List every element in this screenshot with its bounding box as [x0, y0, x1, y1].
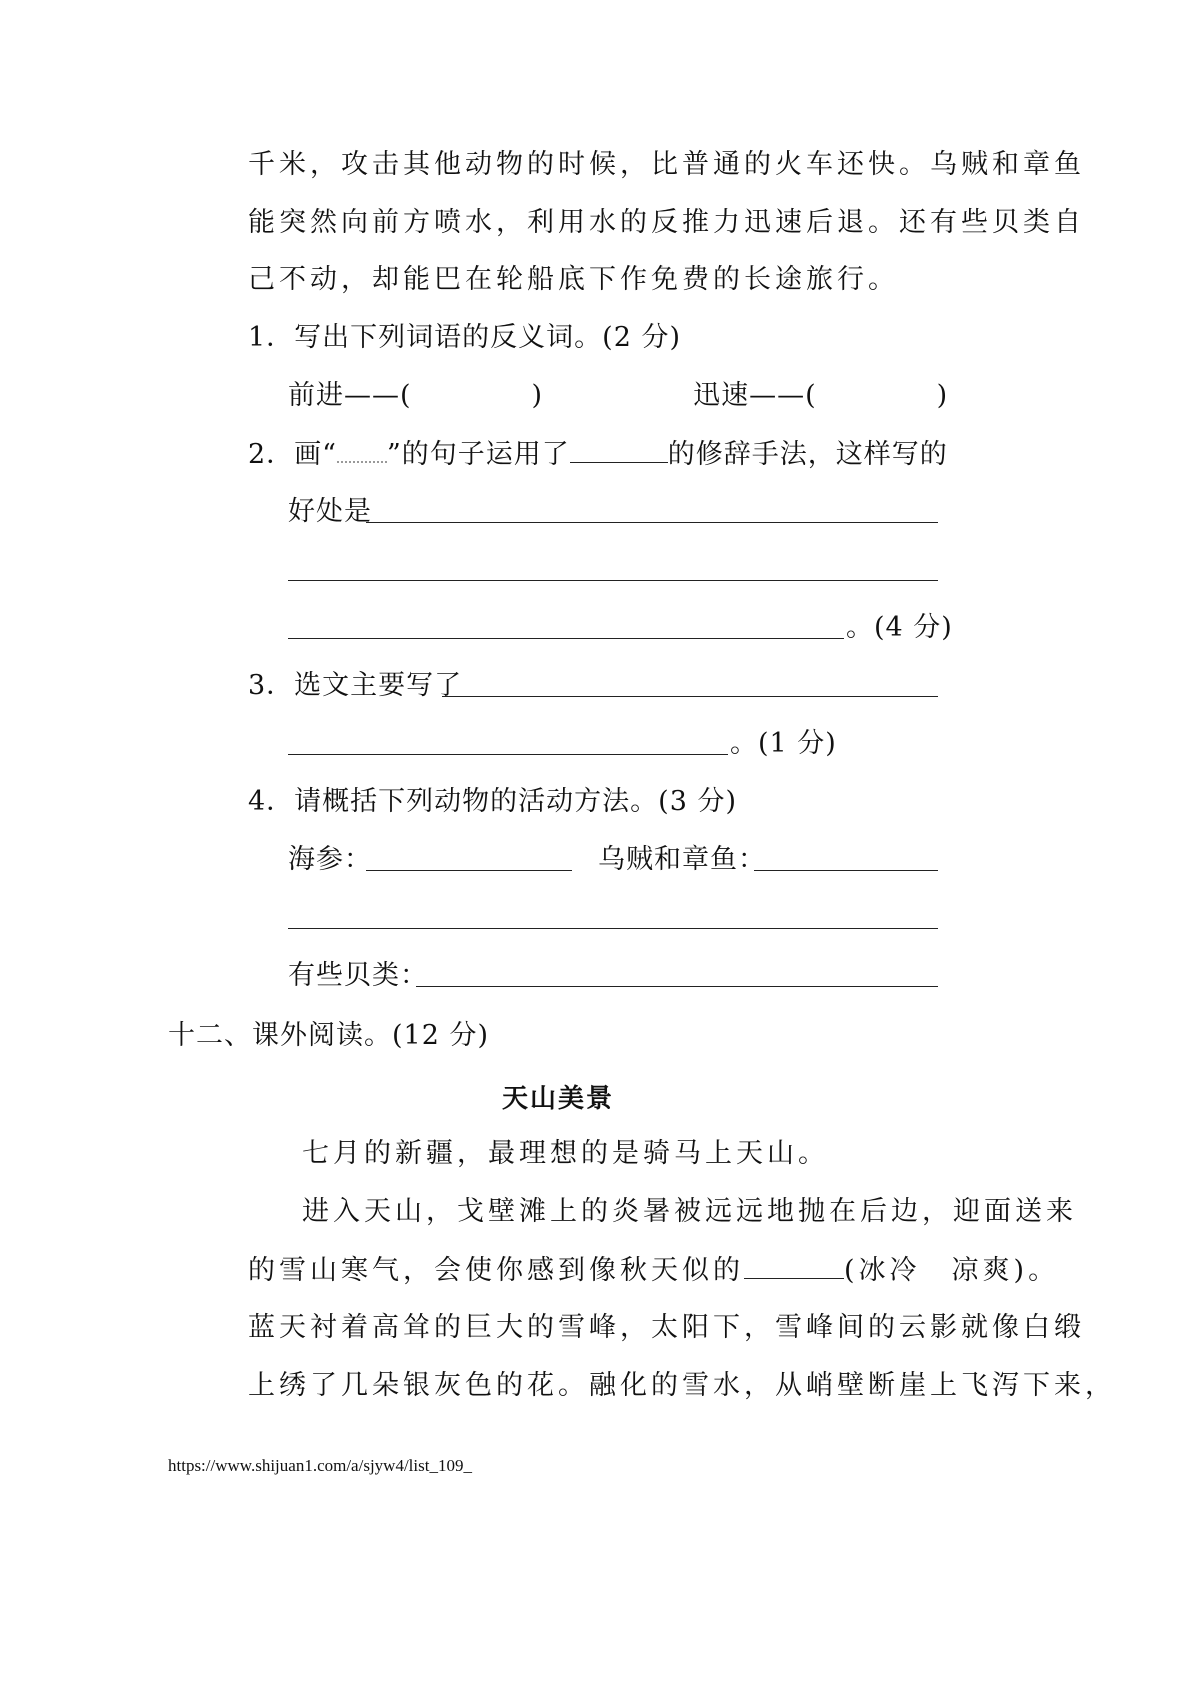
- question-2-suffix: 的修辞手法，这样写的: [667, 439, 948, 470]
- article-paragraph-1: 七月的新疆，最理想的是骑马上天山。: [302, 1138, 829, 1169]
- question-1-answers: [288, 378, 948, 414]
- passage-line-1: 千米，攻击其他动物的时候，比普通的火车还快。乌贼和章鱼: [248, 149, 1085, 180]
- question-2-score: 。(4 分): [846, 612, 953, 643]
- question-2-middle: ”的句子运用了: [386, 439, 570, 470]
- article-paragraph-2-line-2: [248, 1252, 1059, 1289]
- answer-line-q2-3[interactable]: [288, 638, 844, 639]
- answer-line-sea-cucumber[interactable]: [366, 870, 572, 871]
- question-2-line-1: [248, 436, 948, 473]
- question-2-prefix: 2．画“: [248, 439, 337, 470]
- answer-line-q3-1[interactable]: [442, 696, 938, 697]
- question-3-line-1: 3．选文主要写了: [248, 670, 463, 701]
- answer-line-q3-2[interactable]: [288, 754, 728, 755]
- question-1-prompt: 1．写出下列词语的反义词。(2 分): [248, 322, 682, 353]
- label-squid-octopus: 乌贼和章鱼：: [598, 844, 766, 875]
- article-line-2-text: 的雪山寒气，会使你感到像秋天似的: [248, 1255, 744, 1286]
- section-12-heading: 十二、课外阅读。(12 分): [168, 1020, 490, 1051]
- antonym-1-label: 前进——(: [288, 380, 412, 411]
- answer-line-squid-octopus[interactable]: [754, 870, 938, 871]
- question-2-line-2: 好处是: [288, 496, 372, 527]
- article-paragraph-2-line-4: 上绣了几朵银灰色的花。融化的雪水，从峭壁断崖上飞泻下来，: [248, 1370, 1116, 1401]
- label-shellfish: 有些贝类：: [288, 960, 428, 991]
- rhetoric-blank[interactable]: [570, 436, 668, 463]
- word-choice-options: (冰冷 凉爽)。: [844, 1255, 1060, 1286]
- answer-line-squid-octopus-2[interactable]: [288, 928, 938, 929]
- wavy-underline-sample: [337, 439, 387, 463]
- footer-url[interactable]: https://www.shijuan1.com/a/sjyw4/list_109_: [168, 1456, 472, 1475]
- article-title: 天山美景: [502, 1084, 615, 1114]
- answer-line-q2-2[interactable]: [288, 580, 938, 581]
- passage-line-3: 己不动，却能巴在轮船底下作免费的长途旅行。: [248, 264, 899, 295]
- antonym-2-label: 迅速——(: [693, 380, 817, 411]
- antonym-2-close: ): [936, 380, 949, 411]
- question-4-prompt: 4．请概括下列动物的活动方法。(3 分): [248, 786, 738, 817]
- passage-line-2: 能突然向前方喷水，利用水的反推力迅速后退。还有些贝类自: [248, 207, 1085, 238]
- label-sea-cucumber: 海参：: [288, 844, 372, 875]
- question-3-score: 。(1 分): [730, 728, 837, 759]
- article-paragraph-2-line-1: 进入天山，戈壁滩上的炎暑被远远地抛在后边，迎面送来: [302, 1196, 1077, 1227]
- antonym-1-close: ): [531, 380, 544, 411]
- answer-line-shellfish[interactable]: [416, 986, 938, 987]
- article-paragraph-2-line-3: 蓝天衬着高耸的巨大的雪峰，太阳下，雪峰间的云影就像白缎: [248, 1312, 1085, 1343]
- answer-line-q2-1[interactable]: [366, 522, 938, 523]
- word-choice-blank[interactable]: [744, 1252, 844, 1279]
